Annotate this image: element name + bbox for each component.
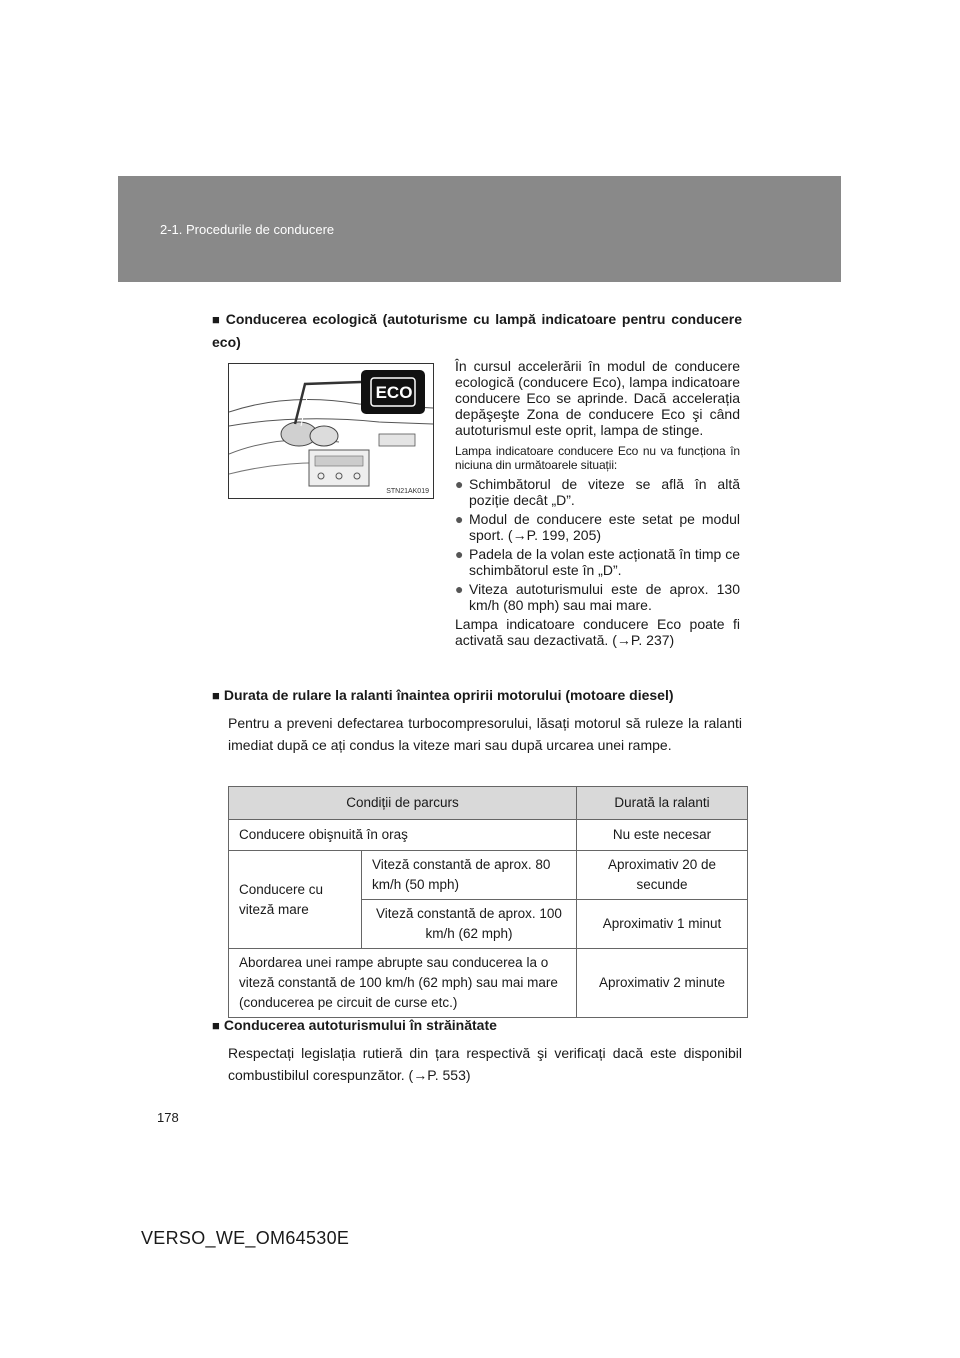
- list-item: ● Modul de conducere este setat pe modul sport. (→P. 199, 205): [455, 511, 740, 543]
- highway-label: Conducere cu viteză mare: [229, 851, 362, 949]
- header-band: [118, 176, 841, 282]
- eco-intro: În cursul accelerării în modul de conducere ecologică (conducere Eco), lampa indicatoare conducere Eco se aprinde. Dacă accelerația depăşeşte Zona de conducere Eco şi când autoturismul este oprit, lampa de stinge.: [455, 358, 740, 438]
- eco-badge-label: ECO: [375, 383, 413, 402]
- page-number: 178: [157, 1110, 179, 1125]
- bullet-icon: ●: [455, 476, 464, 492]
- abroad-paragraph: Respectați legislația rutieră din țara respectivă şi verificați dacă este disponibil combustibilul corespunzător. (→P. 553): [228, 1045, 742, 1083]
- table-header-duration: Durată la ralanti: [577, 787, 748, 820]
- eco-heading-text: Conducerea ecologică (autoturisme cu lampă indicatoare pentru conducere eco): [212, 311, 742, 350]
- eco-heading: [212, 308, 742, 353]
- table-row: Conducere cu viteză mare Viteză constantă de aprox. 80 km/h (50 mph) Aproximativ 20 de secunde: [229, 851, 748, 900]
- eco-text-column: [455, 358, 740, 648]
- figure-code: STN21AK019: [386, 488, 429, 495]
- eco-indicator-figure: [228, 363, 434, 499]
- table-row: Viteză constantă de aprox. 100 km/h (62 mph) Aproximativ 1 minut: [229, 900, 748, 949]
- bullet-icon: ●: [455, 581, 464, 597]
- eco-closing: Lampa indicatoare conducere Eco poate fi activată sau dezactivată. (→P. 237): [455, 616, 740, 648]
- square-bullet-icon: ■: [212, 312, 222, 327]
- abroad-heading: [212, 1014, 752, 1037]
- section-title: 2-1. Procedurile de conducere: [160, 222, 335, 237]
- eco-conditions-list: [455, 476, 740, 613]
- list-item: ● Schimbătorul de viteze se află în altă poziție decât „D”.: [455, 476, 740, 508]
- list-item: ● Viteza autoturismului este de aprox. 130 km/h (80 mph) sau mai mare.: [455, 581, 740, 613]
- table-row: Abordarea unei rampe abrupte sau conducerea la o viteză constantă de 100 km/h (62 mph) sau mai mare (conducerea pe circuit de curse etc.) Aproximativ 2 minute: [229, 949, 748, 1018]
- table-row: Conducere obişnuită în oraş Nu este necesar: [229, 820, 748, 851]
- idle-paragraph: Pentru a preveni defectarea turbocompresorului, lăsați motorul să ruleze la ralanti imediat după ce ați condus la viteze mari sau după urcarea unei rampe.: [228, 715, 742, 753]
- table-header-condition: Condiții de parcurs: [229, 787, 577, 820]
- eco-note: Lampa indicatoare conducere Eco nu va funcționa în niciuna din următoarele situații:: [455, 444, 740, 472]
- document-code: VERSO_WE_OM64530E: [141, 1228, 350, 1248]
- abroad-heading-text: Conducerea autoturismului în străinătate: [223, 1017, 497, 1033]
- table-header-row: [229, 787, 748, 820]
- idle-heading: [212, 684, 752, 707]
- square-bullet-icon: ■: [212, 1018, 220, 1033]
- idle-duration-table: [228, 786, 748, 1018]
- list-item: ● Padela de la volan este acționată în timp ce schimbătorul este în „D”.: [455, 546, 740, 578]
- square-bullet-icon: ■: [212, 688, 220, 703]
- idle-heading-text: Durata de rulare la ralanti înaintea opririi motorului (motoare diesel): [223, 687, 674, 703]
- bullet-icon: ●: [455, 546, 464, 562]
- bullet-icon: ●: [455, 511, 464, 527]
